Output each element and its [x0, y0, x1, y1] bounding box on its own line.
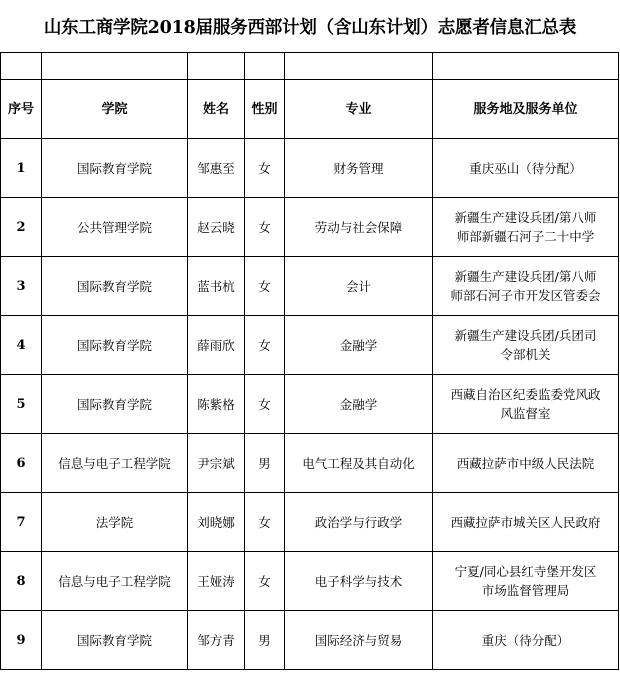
cell-seq: 3: [1, 257, 42, 316]
cell-college: 法学院: [42, 493, 188, 552]
service-line-2: 市场监督管理局: [481, 583, 570, 598]
cell-service: [433, 611, 619, 670]
cell-seq: 7: [1, 493, 42, 552]
cell-seq: 6: [1, 434, 42, 493]
cell-name: 薛雨欣: [188, 316, 245, 375]
page-title: 山东工商学院2018届服务西部计划（含山东计划）志愿者信息汇总表: [43, 18, 577, 38]
service-line-1: 重庆（待分配）: [481, 632, 570, 648]
cell-college: 公共管理学院: [42, 198, 188, 257]
service-line-1: 新疆生产建设兵团/兵团司: [454, 328, 597, 343]
cell-major: 会计: [285, 257, 433, 316]
service-line-1: 西藏拉萨市城关区人民政府: [450, 514, 601, 530]
blank-cell: [1, 53, 42, 80]
cell-major: 国际经济与贸易: [285, 611, 433, 670]
blank-cell: [433, 53, 619, 80]
header-college: 学院: [42, 80, 188, 139]
cell-service: [433, 316, 619, 375]
cell-major: 政治学与行政学: [285, 493, 433, 552]
cell-college: 国际教育学院: [42, 375, 188, 434]
cell-service: [433, 493, 619, 552]
cell-service: [433, 257, 619, 316]
cell-major: 电气工程及其自动化: [285, 434, 433, 493]
table-row: [1, 552, 619, 611]
cell-major: 财务管理: [285, 139, 433, 198]
cell-name: 陈紫格: [188, 375, 245, 434]
service-line-1: 新疆生产建设兵团/第八师: [454, 269, 597, 284]
cell-college: 国际教育学院: [42, 611, 188, 670]
service-line-1: 重庆巫山（待分配）: [469, 160, 582, 176]
cell-gender: 女: [245, 375, 285, 434]
header-service: 服务地及服务单位: [433, 80, 619, 139]
service-line-2: 风监督室: [500, 406, 551, 421]
cell-name: 尹宗斌: [188, 434, 245, 493]
cell-seq: 4: [1, 316, 42, 375]
cell-seq: 9: [1, 611, 42, 670]
header-seq: 序号: [1, 80, 42, 139]
table-row: [1, 375, 619, 434]
cell-major: 金融学: [285, 375, 433, 434]
cell-name: 邹方青: [188, 611, 245, 670]
cell-gender: 男: [245, 611, 285, 670]
service-line-1: 西藏自治区纪委监委党风政: [450, 387, 601, 402]
table-row: [1, 493, 619, 552]
cell-seq: 5: [1, 375, 42, 434]
table-row: [1, 139, 619, 198]
cell-gender: 女: [245, 139, 285, 198]
table-row: [1, 198, 619, 257]
cell-name: 刘晓娜: [188, 493, 245, 552]
service-line-1: 西藏拉萨市中级人民法院: [456, 455, 595, 471]
cell-gender: 女: [245, 257, 285, 316]
header-gender: 性别: [245, 80, 285, 139]
header-name: 姓名: [188, 80, 245, 139]
cell-name: 王娅涛: [188, 552, 245, 611]
cell-major: 电子科学与技术: [285, 552, 433, 611]
cell-college: 国际教育学院: [42, 139, 188, 198]
cell-seq: 1: [1, 139, 42, 198]
table-row: [1, 434, 619, 493]
blank-cell: [285, 53, 433, 80]
cell-college: 信息与电子工程学院: [42, 434, 188, 493]
table-header-row: [1, 80, 619, 139]
header-major: 专业: [285, 80, 433, 139]
cell-gender: 女: [245, 198, 285, 257]
cell-major: 金融学: [285, 316, 433, 375]
blank-cell: [188, 53, 245, 80]
cell-service: [433, 139, 619, 198]
cell-gender: 女: [245, 552, 285, 611]
service-line-2: 师部石河子市开发区管委会: [450, 288, 601, 303]
cell-name: 邹惠至: [188, 139, 245, 198]
cell-gender: 女: [245, 316, 285, 375]
cell-name: 蓝书杭: [188, 257, 245, 316]
cell-college: 国际教育学院: [42, 316, 188, 375]
service-line-1: 新疆生产建设兵团/第八师: [454, 210, 597, 225]
cell-seq: 8: [1, 552, 42, 611]
cell-seq: 2: [1, 198, 42, 257]
table-row: [1, 316, 619, 375]
cell-service: [433, 552, 619, 611]
volunteer-table: [0, 52, 619, 670]
cell-service: [433, 198, 619, 257]
cell-major: 劳动与社会保障: [285, 198, 433, 257]
cell-name: 赵云晓: [188, 198, 245, 257]
table-row: [1, 257, 619, 316]
cell-gender: 女: [245, 493, 285, 552]
table-row: [1, 611, 619, 670]
cell-gender: 男: [245, 434, 285, 493]
cell-college: 国际教育学院: [42, 257, 188, 316]
cell-college: 信息与电子工程学院: [42, 552, 188, 611]
service-line-2: 师部新疆石河子二十中学: [456, 229, 595, 244]
cell-service: [433, 375, 619, 434]
cell-service: [433, 434, 619, 493]
service-line-2: 令部机关: [500, 347, 551, 362]
service-line-1: 宁夏/同心县红寺堡开发区: [454, 564, 597, 579]
blank-row: [1, 53, 619, 80]
blank-cell: [245, 53, 285, 80]
blank-cell: [42, 53, 188, 80]
